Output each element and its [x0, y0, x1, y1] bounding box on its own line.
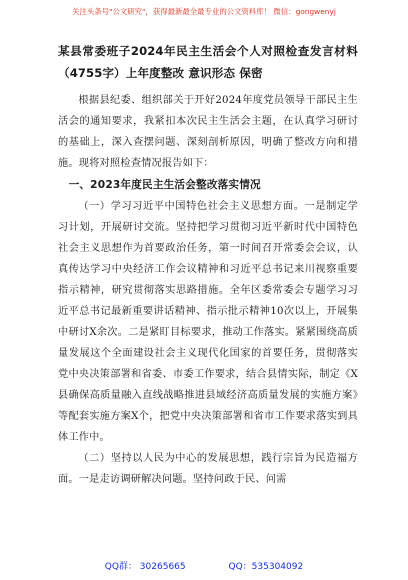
body-paragraph: （二）坚持以人民为中心的发展思想，践行宗旨为民造福方面。一是走访调研解决问题。坚持问政于民、问需 — [58, 453, 358, 485]
intro-paragraph: 根据县纪委、组织部关于开好2024年度党员领导干部民主生活会的通知要求，我紧扣本次民主生活会主题，在认真学习研讨的基础上，深入查摆问题、深刻剖析原因，明确了整改方向和措施。现将对照检查情况报告如下： — [58, 95, 358, 169]
section-heading: 一、2023年度民主生活会整改落实情况 — [68, 179, 261, 191]
footer-contact — [0, 559, 408, 572]
body-paragraph: （一）学习习近平中国特色社会主义思想方面。一是制定学习计划，开展研讨交流。坚持把学习贯彻习近平新时代中国特色社会主义思想作为首要政治任务，第一时间召开常委会会议，认真传达学习中央经济工作会议精神和习近平总书记来川视察重要指示精神，研究贯彻落实思路措施。全年区委常委会专题学习习近平总书记最新重要讲话精神、指示批示精神10次以上，开展集中研讨X余次。二是紧盯目标要求，推动工作落实。紧紧围绕高质量发展这个全面建设社会主义现代化国家的首要任务，贯彻落实党中央决策部署和省委、市委工作要求，结合县情实际，制定《X县确保高质量融入直线战略推进县域经济高质量发展的实施方案》等配套实施方案X个，把党中央决策部署和省市工作要求落实到具体工作中。 — [58, 201, 358, 443]
qq-number: QQ：535304092 — [228, 562, 304, 572]
header-banner: 关注头条号"公文研究"，获得最新最全最专业的公文资料库！ 微信：gongwenyj — [72, 7, 336, 16]
document-page — [58, 40, 358, 490]
qq-group-number: QQ群： 30265665 — [104, 562, 186, 572]
document-title: 某县常委班子2024年民主生活会个人对照检查发言材料（4755字）上年度整改 意识形态 保密 — [58, 44, 358, 80]
